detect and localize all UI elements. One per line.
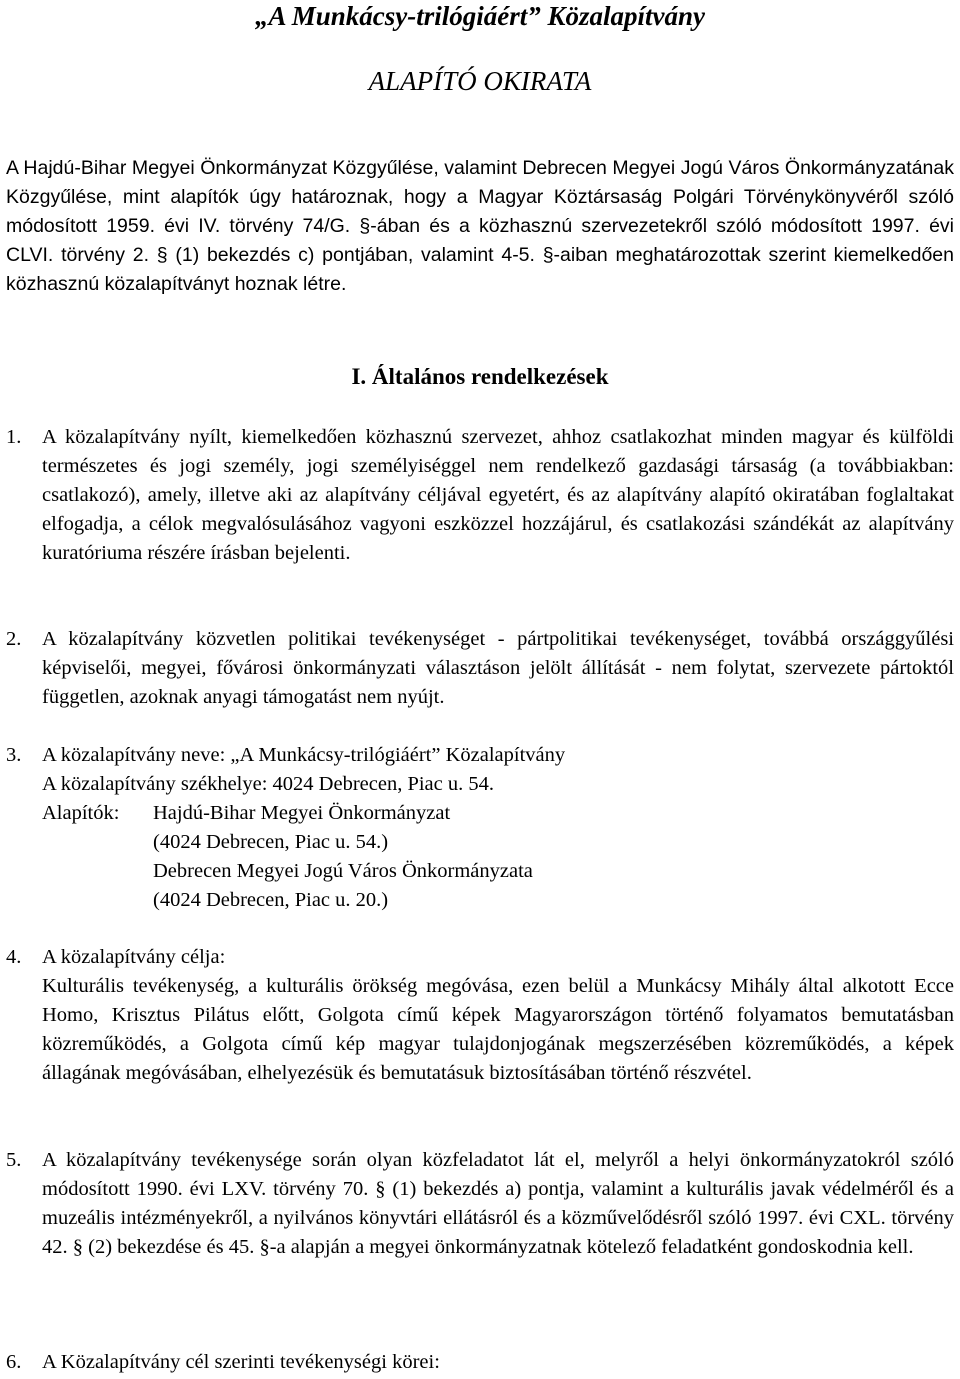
intro-paragraph: A Hajdú-Bihar Megyei Önkormányzat Közgyűlése, valamint Debrecen Megyei Jogú Város Önkormányzatának Közgyűlése, mint alapítók úgy határoznak, hogy a Magyar Köztársaság Polgári Törvénykönyvéről szóló módosított 1959. évi IV. törvény 74/G. §-ában és a közhasznú szervezetekről szóló módosított 1997. évi CLVI. törvény 2. § (1) bekezdés c) pontjában, valamint 4-5. §-aiban meghatározottak szerint kiemelkedően közhasznú közalapítványt hoznak létre. (6, 157, 954, 295)
article-6-number: 6. (6, 1351, 22, 1373)
article-3 (6, 741, 954, 915)
article-3-number: 3. (6, 744, 22, 766)
article-5-number: 5. (6, 1149, 22, 1171)
founder-1-address-row (42, 828, 954, 857)
article-1 (6, 423, 954, 568)
document-subtitle: ALAPÍTÓ OKIRATA (368, 66, 592, 96)
article-4-number: 4. (6, 946, 22, 968)
founder-2-address: (4024 Debrecen, Piac u. 20.) (153, 889, 389, 911)
document-title: „A Munkácsy-trilógiáért” Közalapítvány (254, 1, 706, 31)
article-2-text: A közalapítvány közvetlen politikai tevékenységet - pártpolitikai tevékenységet, továbbá országgyűlési képviselői, megyei, fővárosi önkormányzati választáson jelölt állítását - nem folytat, szervezete pártoktól független, azoknak anyagi támogatást nem nyújt. (42, 628, 954, 708)
article-6-text: A Közalapítvány cél szerinti tevékenységi körei: (42, 1351, 440, 1373)
section-heading: I. Általános rendelkezések (351, 364, 609, 389)
foundation-seat-line: A közalapítvány székhelye: 4024 Debrecen, Piac u. 54. (42, 773, 494, 795)
foundation-name-line: A közalapítvány neve: „A Munkácsy-trilógiáért” Közalapítvány (42, 744, 566, 766)
article-1-text: A közalapítvány nyílt, kiemelkedően közhasznú szervezet, ahhoz csatlakozhat minden magyar és külföldi természetes és jogi személy, jogi személyiséggel nem rendelkező gazdasági társaság (a továbbiakban: csatlakozó), amely, illetve aki az alapítvány céljával egyetért, és az alapítvány alapító okiratában foglaltakat elfogadja, a célok megvalósulásához vagyoni eszközzel hozzájárul, és csatlakozási szándékát az alapítvány kuratóriuma részére írásban bejelenti. (42, 426, 954, 564)
article-3-body (42, 741, 954, 915)
founder-2-name: Debrecen Megyei Jogú Város Önkormányzata (153, 860, 533, 882)
founder-2-address-row (42, 886, 954, 915)
article-4-heading: A közalapítvány célja: (42, 946, 226, 968)
founders-label: Alapítók: (42, 802, 120, 824)
article-4 (6, 943, 954, 1088)
article-6 (6, 1348, 954, 1377)
article-4-body (42, 943, 954, 1088)
article-2 (6, 625, 954, 712)
article-1-number: 1. (6, 426, 22, 448)
article-5-text: A közalapítvány tevékenysége során olyan közfeladatot lát el, melyről a helyi önkormányzatokról szóló módosított 1990. évi LXV. törvény 70. § (1) bekezdés a) pontja, valamint a kulturális javak védelméről és a muzeális intézményekről, a nyilvános könyvtári ellátásról és a közművelődésről szóló 1997. évi CXL. törvény 42. § (2) bekezdése és 45. §-a alapján a megyei önkormányzatnak kötelező feladatként gondoskodnia kell. (42, 1149, 954, 1258)
founder-1-address: (4024 Debrecen, Piac u. 54.) (153, 831, 389, 853)
founder-2-row (42, 857, 954, 886)
article-4-text: Kulturális tevékenység, a kulturális örökség megóvása, ezen belül a Munkácsy Mihály által alkotott Ecce Homo, Krisztus Pilátus előtt, Golgota című képek Magyarországon történő folyamatos bemutatásban közreműködés, a Golgota című kép magyar tulajdonjogának megszerzésében közreműködés, a képek állagának megóvásában, elhelyezésük és bemutatásuk biztosításában történő részvétel. (42, 975, 954, 1084)
founder-1-row (42, 799, 954, 828)
founder-1-name: Hajdú-Bihar Megyei Önkormányzat (153, 802, 451, 824)
article-2-number: 2. (6, 628, 22, 650)
article-5 (6, 1146, 954, 1262)
